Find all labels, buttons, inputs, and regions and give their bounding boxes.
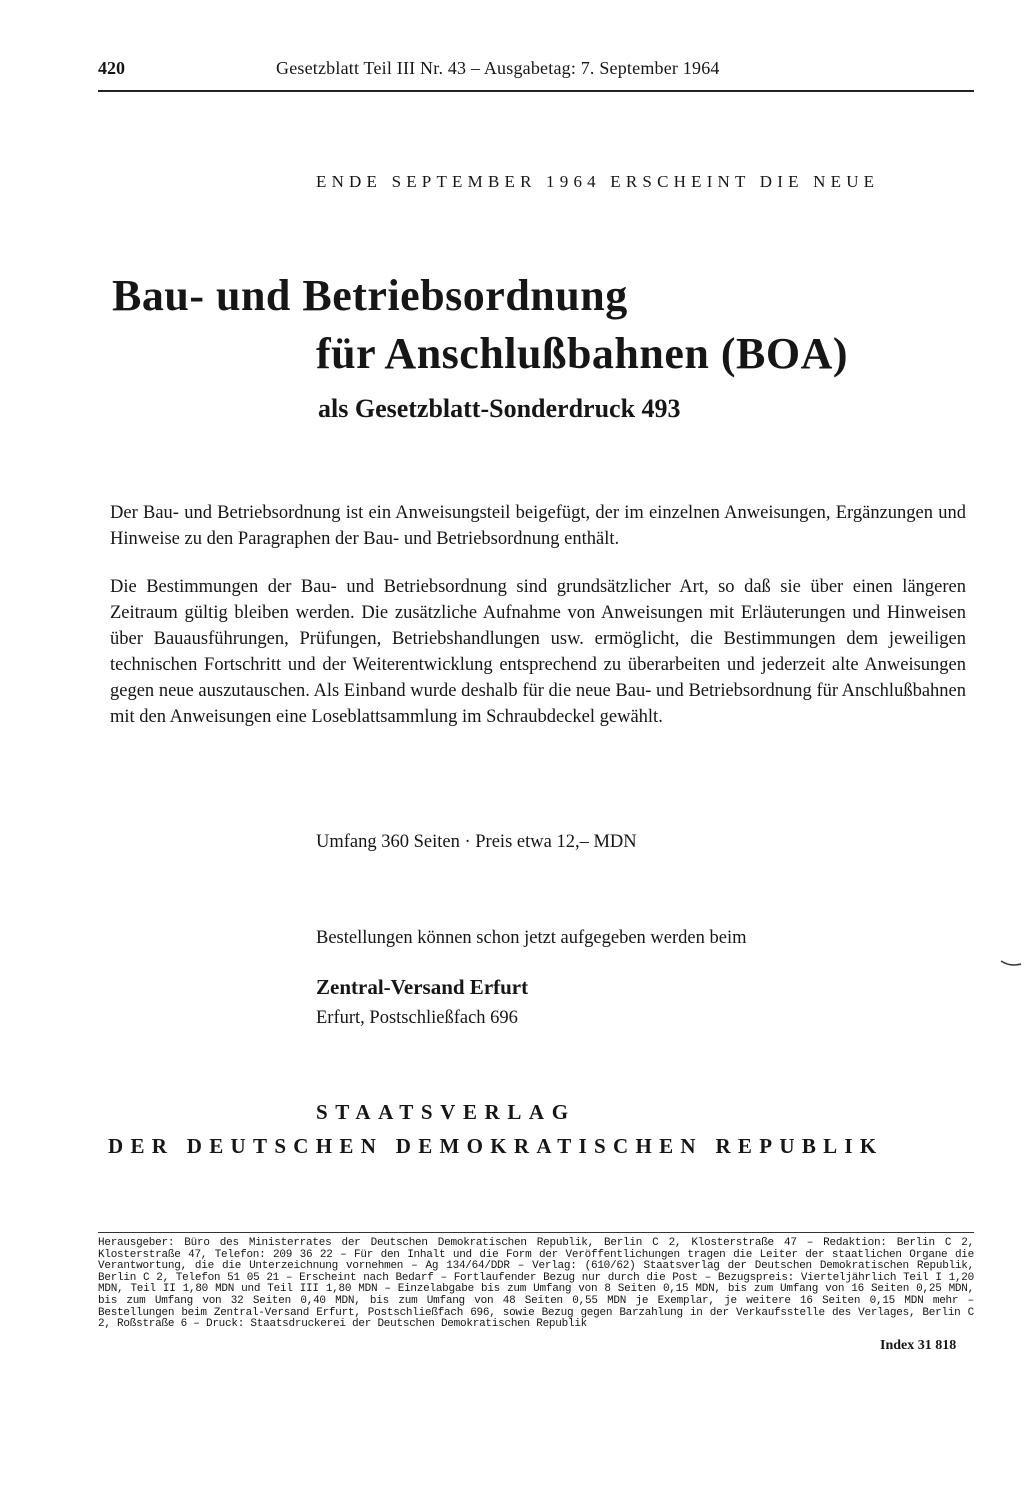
index-number: Index 31 818 xyxy=(880,1338,957,1353)
order-intro: Bestellungen können schon jetzt aufgegeben werden beim xyxy=(316,928,747,948)
scope-and-price: Umfang 360 Seiten · Preis etwa 12,– MDN xyxy=(316,832,637,852)
title-line-2: für Anschlußbahnen (BOA) xyxy=(316,329,849,378)
imprint-rule xyxy=(98,1232,974,1233)
publisher-line-2: DER DEUTSCHEN DEMOKRATISCHEN REPUBLIK xyxy=(108,1134,884,1158)
vendor-address: Erfurt, Postschließfach 696 xyxy=(316,1008,518,1028)
publisher-line-1: STAATSVERLAG xyxy=(316,1100,576,1124)
body-paragraph-2: Die Bestimmungen der Bau- und Betriebsordnung sind grundsätzlicher Art, so daß sie über einen längeren Zeitraum gültig bleiben werden. Die zusätzliche Aufnahme von Anweisungen mit Erläuterungen und Hinweisen über Bauausführungen, Prüfungen, Betriebshandlungen usw. ermöglicht, die Bestimmungen dem jeweiligen technischen Fortschritt und der Weiterentwicklung entsprechend zu überarbeiten und jederzeit alte Anweisungen gegen neue auszutauschen. Als Einband wurde deshalb für die neue Bau- und Betriebsordnung für Anschlußbahnen mit den Anweisungen eine Loseblattsammlung im Schraubdeckel gewählt. xyxy=(110,577,966,727)
header-rule xyxy=(98,90,974,92)
margin-mark-icon xyxy=(1000,958,1022,968)
body-paragraph-1: Der Bau- und Betriebsordnung ist ein Anweisungsteil beigefügt, der im einzelnen Anweisungen, Ergänzungen und Hinweise zu den Paragraphen der Bau- und Betriebsordnung enthält. xyxy=(110,503,966,549)
subtitle: als Gesetzblatt-Sonderdruck 493 xyxy=(318,394,681,423)
imprint-text: Herausgeber: Büro des Ministerrates der Deutschen Demokratischen Republik, Berlin C 2, Klosterstraße 47 – Redaktion: Berlin C 2, Klosterstraße 47, Telefon: 209 36 22 – Für den Inhalt und die Form der Veröffentlichungen tragen die Leiter der staatlichen Organe die Verantwortung, die die Unterzeichnung vornehmen – Ag 134/64/DDR – Verlag: (610/62) Staatsverlag der Deutschen Demokratischen Republik, Berlin C 2, Telefon 51 05 21 – Erscheint nach Bedarf – Fortlaufender Bezug nur durch die Post – Bezugspreis: Vierteljährlich Teil I 1,20 MDN, Teil II 1,80 MDN und Teil III 1,80 MDN – Einzelabgabe bis zum Umfang von 8 Seiten 0,15 MDN, bis zum Umfang von 16 Seiten 0,25 MDN, bis zum Umfang von 32 Seiten 0,40 MDN, bis zum Umfang von 48 Seiten 0,55 MDN je Exemplar, je weitere 16 Seiten 0,15 MDN mehr – Bestellungen beim Zentral-Versand Erfurt, Postschließfach 696, sowie Bezug gegen Barzahlung in der Verkaufsstelle des Verlages, Berlin C 2, Roßstraße 6 – Druck: Staatsdruckerei der Deutschen Demokratischen Republik xyxy=(98,1237,974,1331)
page-header xyxy=(98,58,974,88)
announcement-line: ENDE SEPTEMBER 1964 ERSCHEINT DIE NEUE xyxy=(316,172,880,191)
vendor-name: Zentral-Versand Erfurt xyxy=(316,975,529,999)
page-number: 420 xyxy=(98,58,125,78)
running-head: Gesetzblatt Teil III Nr. 43 – Ausgabetag: 7. September 1964 xyxy=(276,58,720,78)
title-line-1: Bau- und Betriebsordnung xyxy=(112,271,628,320)
